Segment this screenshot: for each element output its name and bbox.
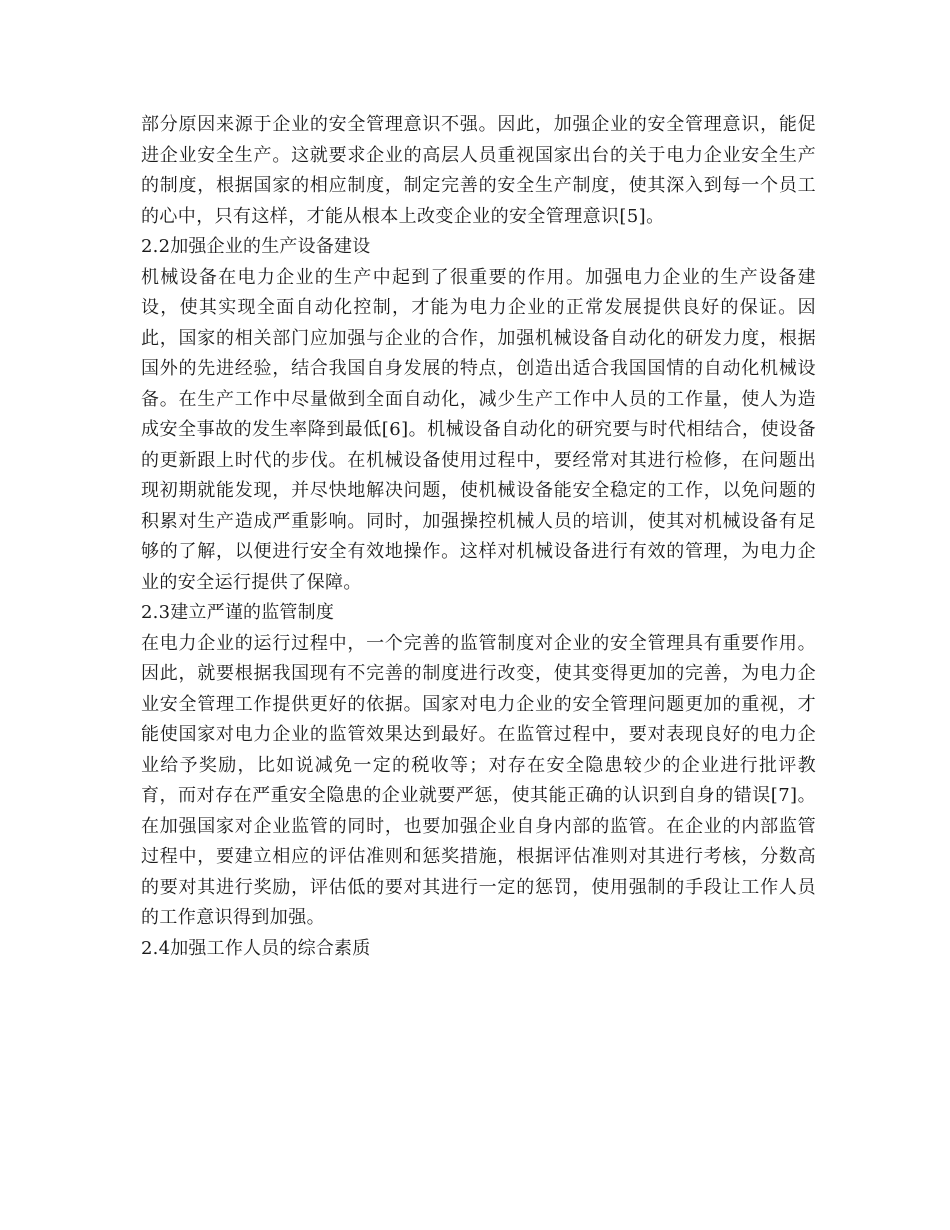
document-body xyxy=(141,110,816,964)
section-heading-2-4: 2.4加强工作人员的综合素质 xyxy=(141,937,371,959)
paragraph-safety-awareness: 部分原因来源于企业的安全管理意识不强。因此，加强企业的安全管理意识，能促进企业安全生产。这就要求企业的高层人员重视国家出台的关于电力企业安全生产的制度，根据国家的相应制度，制定完善的安全生产制度，使其深入到每一个员工的心中，只有这样，才能从根本上改变企业的安全管理意识[5]。 xyxy=(141,114,816,227)
paragraph-equipment-construction: 机械设备在电力企业的生产中起到了很重要的作用。加强电力企业的生产设备建设，使其实现全面自动化控制，才能为电力企业的正常发展提供良好的保证。因此，国家的相关部门应加强与企业的合作，加强机械设备自动化的研发力度，根据国外的先进经验，结合我国自身发展的特点，创造出适合我国国情的自动化机械设备。在生产工作中尽量做到全面自动化，减少生产工作中人员的工作量，使人为造成安全事故的发生率降到最低[6]。机械设备自动化的研究要与时代相结合，使设备的更新跟上时代的步伐。在机械设备使用过程中，要经常对其进行检修，在问题出现初期就能发现，并尽快地解决问题，使机械设备能安全稳定的工作，以免问题的积累对生产造成严重影响。同时，加强操控机械人员的培训，使其对机械设备有足够的了解，以便进行安全有效地操作。这样对机械设备进行有效的管理，为电力企业的安全运行提供了保障。 xyxy=(141,266,816,593)
section-heading-2-2: 2.2加强企业的生产设备建设 xyxy=(141,236,371,257)
paragraph-supervision-system: 在电力企业的运行过程中，一个完善的监管制度对企业的安全管理具有重要作用。因此，就要根据我国现有不完善的制度进行改变，使其变得更加的完善，为电力企业安全管理工作提供更好的依据。国家对电力企业的安全管理问题更加的重视，才能使国家对电力企业的监管效果达到最好。在监管过程中，要对表现良好的电力企业给予奖励，比如说减免一定的税收等；对存在安全隐患较少的企业进行批评教育，而对存在严重安全隐患的企业就要严惩，使其能正确的认识到自身的错误[7]。在加强国家对企业监管的同时，也要加强企业自身内部的监管。在企业的内部监管过程中，要建立相应的评估准则和惩奖措施，根据评估准则对其进行考核，分数高的要对其进行奖励，评估低的要对其进行一定的惩罚，使用强制的手段让工作人员的工作意识得到加强。 xyxy=(141,632,816,928)
section-heading-2-3: 2.3建立严谨的监管制度 xyxy=(141,602,335,623)
